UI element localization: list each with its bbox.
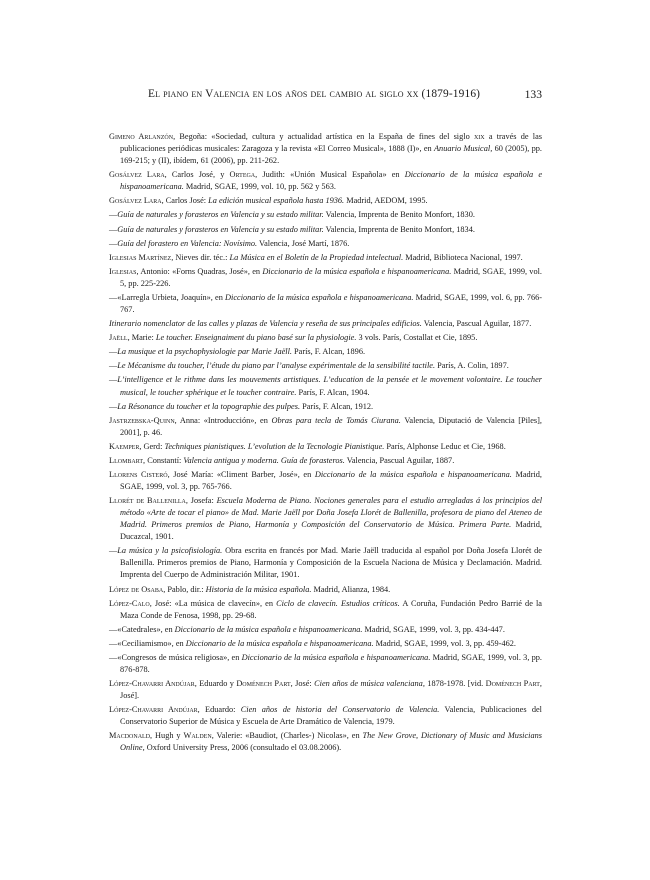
bibliography-entry (109, 495, 542, 543)
work-title: Itinerario nomenclator de las calles y plazas de Valencia y reseña de sus principales edificios. (109, 319, 422, 329)
bibliography-entry (109, 292, 542, 316)
entry-text: , Carlos José: (161, 196, 209, 206)
author-name: Gimeno Arlanzón (109, 132, 174, 141)
work-title: The New Grove, Dictionary of Music and Musicians Online, (120, 731, 543, 753)
entry-text: , Pablo, dir.: (163, 584, 206, 594)
entry-text: — (109, 546, 118, 556)
author-name: Jaëll (109, 333, 128, 343)
entry-text: Madrid, SGAE, 1999, vol. 3, pp. 459-462. (373, 638, 516, 648)
bibliography-entry (109, 441, 542, 453)
work-title: Diccionario de la música española e hispanoamericana. (262, 266, 452, 276)
work-title: Diccionario de la música española e hispanoamericana. (225, 292, 414, 302)
entry-text: Madrid, SGAE, 1999, vol. 3, pp. 434-447. (362, 624, 505, 634)
work-title: Anuario Musical, (433, 144, 493, 154)
bibliography-entry (109, 266, 542, 290)
entry-text: Valencia, Pascual Aguilar, 1887. (344, 455, 455, 465)
author-name: xix (473, 132, 485, 141)
bibliography-entry (109, 169, 542, 193)
work-title: La musique et la psychophysiologie par Marie Jaëll. (117, 347, 292, 357)
entry-text: , José: «La música de clavecín», en (149, 598, 277, 608)
entry-text: Madrid, SGAE, 1999, vol. 3, pp. 765-766. (120, 470, 543, 492)
author-name: Gosálvez Lara (109, 196, 162, 206)
author-name: Kaemper (109, 441, 140, 451)
bibliography-entry (109, 652, 542, 676)
work-title: Diccionario de la música española e hispanoamericana. (120, 170, 543, 192)
entry-text: Oxford University Press, 2006 (consultado el 03.08.2006). (144, 743, 342, 753)
entry-text: Valencia, Imprenta de Benito Monfort, 1830. (323, 210, 475, 220)
entry-text: — (109, 238, 118, 248)
author-name: López-Chavarri Andújar (109, 705, 198, 715)
entry-text: Valencia, José Martí, 1876. (257, 238, 350, 248)
bibliography-list (109, 131, 542, 757)
entry-text: , Antonio: «Forns Quadras, José», en (136, 266, 263, 276)
entry-text: Valencia, Imprenta de Benito Monfort, 1834. (323, 224, 475, 234)
entry-text: —«Congresos de música religiosa», en (109, 653, 242, 662)
entry-text: a través de las publicaciones periódicas musicales: Zaragoza y la revista «El Correo Musical», 1888 (I)», en (120, 132, 542, 154)
author-name: López-Chavarri Andújar (109, 679, 195, 689)
entry-text: —«Catedrales», en (109, 624, 175, 634)
work-title: La edición musical española hasta 1936. (208, 196, 345, 206)
author-name: López de Osaba (109, 584, 164, 594)
bibliography-entry (109, 730, 542, 754)
work-title: Ciclo de clavecín. Estudios críticos. (276, 598, 400, 608)
author-name: López-Calo (109, 598, 150, 608)
work-title: Cien años de música valenciana, (314, 679, 425, 689)
author-name: Doménech Part (236, 679, 291, 689)
author-name: Macdonald (109, 731, 151, 741)
work-title: Valencia antigua y moderna. Guía de forasteros. (183, 455, 345, 465)
entry-text: Valencia, Diputació de Valencia [Piles], 2001], p. 46. (120, 415, 542, 437)
bibliography-entry (109, 678, 542, 702)
bibliography-entry (109, 131, 542, 167)
entry-text: —«Larregla Urbieta, Joaquín», en (109, 292, 226, 302)
work-title: Obras para tecla de Tomás Ciurana. (271, 415, 401, 425)
entry-text: , Anna: «Introducción», en (174, 415, 272, 425)
entry-text: , José]. (120, 679, 542, 701)
work-title: Le Mécanisme du toucher, l’étude du piano par l’analyse expérimentale de la sensibilité tactile. (117, 361, 436, 371)
entry-text: — (109, 401, 118, 411)
bibliography-entry (109, 209, 542, 221)
entry-text: París, A. Colin, 1897. (435, 361, 509, 371)
running-title: El piano en Valencia en los años del cambio al siglo xx (1879-1916) (148, 88, 481, 100)
bibliography-entry (109, 238, 542, 250)
bibliography-entry (109, 374, 542, 398)
work-title: Diccionario de la música española e hispanoamericana. (314, 470, 512, 480)
entry-text: A Coruña, Fundación Pedro Barrié de la Maza Conde de Fenosa, 1998, pp. 29-68. (120, 598, 542, 620)
bibliography-entry (109, 584, 542, 596)
bibliography-entry (109, 401, 542, 413)
bibliography-entry (109, 224, 542, 236)
author-name: Iglesias (109, 266, 137, 276)
entry-text: Madrid, SGAE, 1999, vol. 10, pp. 562 y 563. (183, 182, 336, 192)
bibliography-entry (109, 545, 542, 581)
work-title: Historia de la música española. (205, 584, 312, 594)
running-header (108, 88, 542, 104)
entry-text: , Nieves dir. téc.: (171, 252, 230, 262)
bibliography-entry (109, 318, 542, 330)
entry-text: , Carlos José, y (164, 170, 230, 180)
entry-text: — (109, 210, 118, 220)
entry-text: París, F. Alcan, 1896. (291, 347, 366, 357)
entry-text: Valencia, Publicaciones del Conservatorio Superior de Música y Escuela de Arte Dramático de Valencia, 1979. (120, 705, 542, 727)
page-number: 133 (524, 88, 542, 101)
author-name: Walden (183, 731, 212, 741)
bibliography-entry (109, 455, 542, 467)
bibliography-entry (109, 346, 542, 358)
bibliography-entry (109, 624, 542, 636)
bibliography-entry (109, 598, 542, 622)
entry-text: , Valerie: «Baudiot, (Charles-) Nicolas», en (211, 731, 363, 741)
author-name: Iglesias Martínez (109, 252, 172, 262)
author-name: Llorens Cisteró (109, 470, 168, 480)
entry-text: Madrid, SGAE, 1999, vol. 5, pp. 225-226. (120, 266, 542, 288)
entry-text: Valencia, Pascual Aguilar, 1877. (421, 319, 532, 329)
author-name: Llombart (109, 455, 144, 465)
entry-text: Madrid, SGAE, 1999, vol. 3, pp. 876-878. (120, 653, 542, 675)
bibliography-entry (109, 252, 542, 264)
entry-text: , Constantí: (143, 455, 184, 465)
author-name: Jastrzebska-Quinn (109, 415, 175, 425)
entry-text: París, F. Alcan, 1912. (300, 401, 374, 411)
entry-text: , Eduardo y (194, 679, 237, 689)
bibliography-entry (109, 332, 542, 344)
bibliography-entry (109, 704, 542, 728)
entry-text: París, F. Alcan, 1904. (296, 387, 370, 397)
entry-text: , José: (290, 679, 315, 689)
entry-text: Obra escrita en francés por Mad. Marie Jaëll traducida al español por Doña Josefa Llorét de Ballenilla. Primeros premios de Piano, Harmonía y Composición de la Escuela Naciona de Música y Declamación. Madrid. Imprenta del Cuerpo de Administración Militar, 1901. (120, 546, 542, 580)
work-title: Techniques pianistiques. L’evolution de la Tecnologie Pianistique. (164, 441, 385, 451)
entry-text: , Gerd: (139, 441, 165, 451)
author-name: Ortega (229, 170, 256, 180)
entry-text: , Eduardo: (197, 705, 241, 715)
entry-text: Madrid, Biblioteca Nacional, 1997. (403, 252, 523, 262)
entry-text: , Begoña: «Sociedad, cultura y actualidad artística en la España de fines del siglo (173, 132, 474, 141)
entry-text: — (109, 347, 118, 357)
bibliography-entry (109, 415, 542, 439)
entry-text: — (109, 375, 118, 385)
work-title: La Résonance du toucher et la topographie des pulpes. (117, 401, 301, 411)
entry-text: , José María: «Climent Barber, José», en (167, 470, 315, 480)
work-title: Le toucher. Enseignaiment du piano basé sur la physiologie. (155, 333, 357, 343)
work-title: Escuela Moderna de Piano. Nociones generales para el estudio arregladas á los principios del método «Arte de tocar el piano» de Mad. Marie Jaëll por Doña Josefa Llorét de Ballenilla, profesora de piano del Ateneo de Madrid. Primeros premios de Piano, Harmonía y Composición del Conservatorio de Música. Primera Parte. (120, 496, 543, 530)
entry-text: 60 (2005), pp. 169-215; y (II), ibídem, 61 (2006), pp. 211-262. (120, 144, 542, 166)
entry-text: , Josefa: (185, 496, 217, 506)
work-title: Guía de naturales y forasteros en Valencia y su estado militar. (117, 210, 324, 220)
entry-text: —«Ceciliamismo», en (109, 638, 186, 648)
work-title: Cien años de historia del Conservatorio de Valencia. (240, 705, 440, 715)
work-title: Diccionario de la música española e hispanoamericana. (241, 653, 431, 662)
work-title: Guía del forastero en Valencia: Novísimo. (117, 238, 258, 248)
entry-text: Madrid, Ducazcal, 1901. (120, 520, 542, 542)
entry-text: 3 vols. París, Costallat et Cie, 1895. (356, 333, 478, 343)
work-title: Guía de naturales y forasteros en Valencia y su estado militar. (117, 224, 324, 234)
bibliography-entry (109, 638, 542, 650)
entry-text: , Judith: «Unión Musical Española» en (255, 170, 405, 180)
author-name: Doménech Part (485, 679, 540, 689)
work-title: La Música en el Boletín de la Propiedad intelectual. (229, 252, 404, 262)
entry-text: Madrid, AEDOM, 1995. (344, 196, 428, 206)
author-name: Gosálvez Lara (109, 170, 165, 180)
work-title: L’intelligence et le rithme dans les mouvements artistiques. L’education de la pensée et le movement volontaire. Le toucher musical, le toucher sphérique et le toucher contraire. (117, 375, 542, 397)
bibliography-entry (109, 469, 542, 493)
entry-text: Madrid, SGAE, 1999, vol. 6, pp. 766-767. (120, 292, 543, 314)
work-title: Diccionario de la música española e hispanoamericana. (174, 624, 363, 634)
entry-text: 1878-1978. [vid. (424, 679, 486, 689)
author-name: Lloréт de Ballenilla (109, 496, 186, 506)
entry-text: París, Alphonse Leduc et Cie, 1968. (384, 441, 506, 451)
entry-text: , Hugh y (150, 731, 184, 741)
entry-text: Madrid, Alianza, 1984. (311, 584, 391, 594)
work-title: Diccionario de la música española e hispanoamericana. (185, 638, 374, 648)
entry-text: — (109, 361, 118, 371)
work-title: La música y la psicofisiología. (117, 546, 223, 556)
entry-text: — (109, 224, 118, 234)
entry-text: , Marie: (127, 333, 156, 343)
bibliography-entry (109, 360, 542, 372)
bibliography-entry (109, 195, 542, 207)
